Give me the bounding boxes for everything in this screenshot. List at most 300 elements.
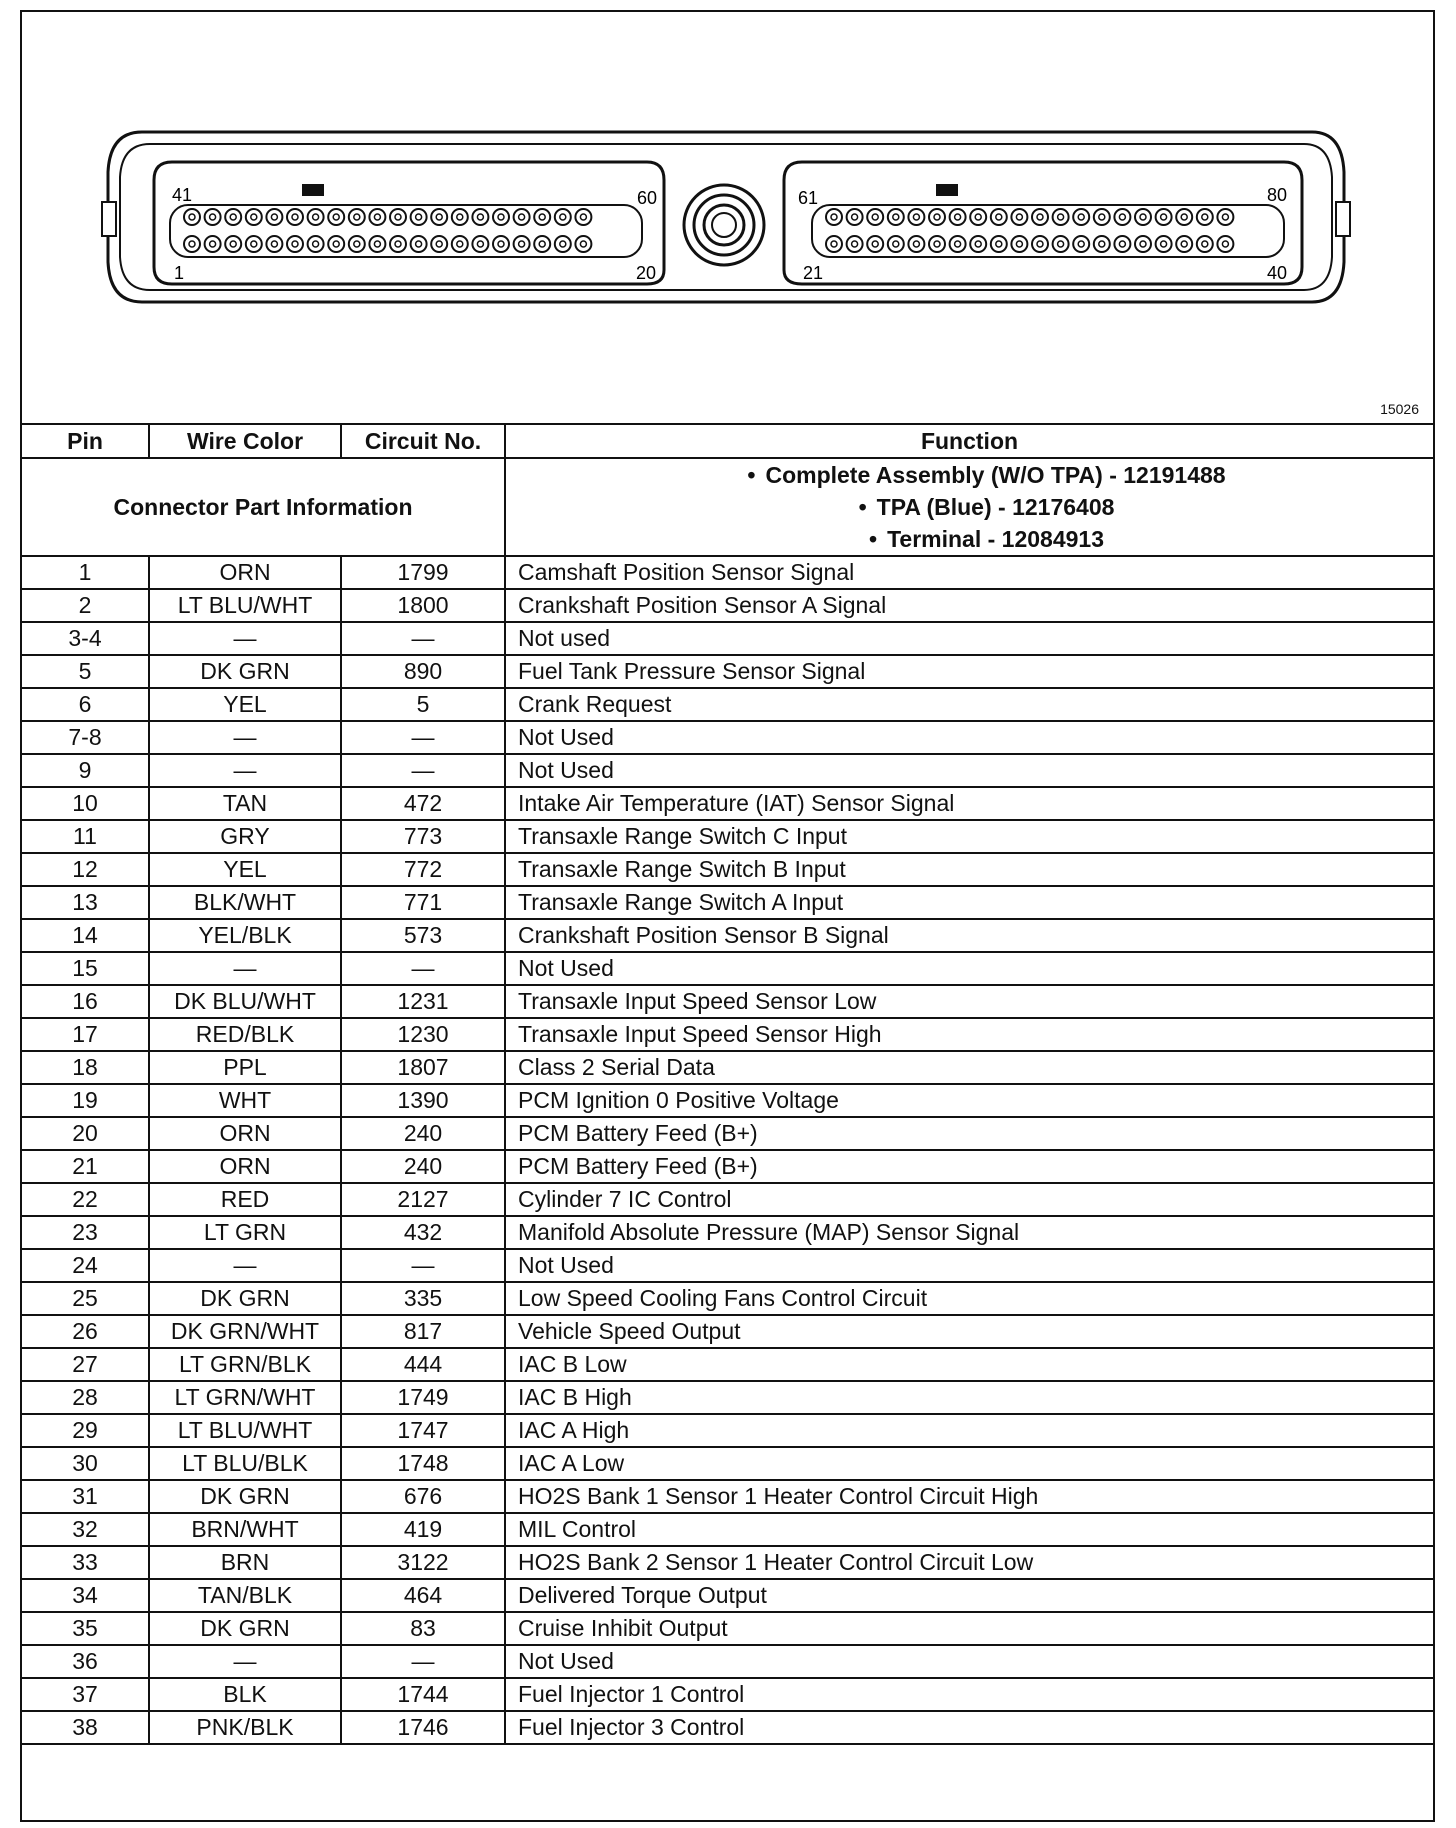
table-row: [22, 1084, 1433, 1117]
cell-function: Low Speed Cooling Fans Control Circuit: [505, 1282, 1433, 1315]
pin-cavity: [1135, 236, 1151, 252]
cell-wire-color: ORN: [149, 556, 341, 589]
cell-wire-color: BRN/WHT: [149, 1513, 341, 1546]
pin-terminal: [374, 241, 380, 247]
cell-pin: 28: [22, 1381, 149, 1414]
pin-terminal: [477, 214, 483, 220]
cell-pin: 12: [22, 853, 149, 886]
pin-cavity: [1032, 236, 1048, 252]
pin-terminal: [1119, 214, 1125, 220]
pin-cavity: [1197, 236, 1213, 252]
pin-cavity: [493, 209, 509, 225]
cell-function: Not Used: [505, 1249, 1433, 1282]
cell-pin: 23: [22, 1216, 149, 1249]
pin-cavity: [575, 209, 591, 225]
pin-terminal: [292, 214, 298, 220]
pin-cavity: [1176, 209, 1192, 225]
pin-cavity: [308, 209, 324, 225]
pin-cavity: [431, 209, 447, 225]
cell-pin: 20: [22, 1117, 149, 1150]
cell-pin: 35: [22, 1612, 149, 1645]
pin-terminal: [1222, 241, 1228, 247]
cell-pin: 10: [22, 787, 149, 820]
pin-cavity: [1156, 236, 1172, 252]
pin-cavity: [225, 209, 241, 225]
pin-terminal: [539, 214, 545, 220]
cell-pin: 3-4: [22, 622, 149, 655]
cell-circuit-no: 773: [341, 820, 505, 853]
pin-terminal: [374, 214, 380, 220]
cell-wire-color: DK GRN: [149, 1282, 341, 1315]
pinout-table: [22, 423, 1433, 1745]
pin-cavity: [867, 236, 883, 252]
pin-terminal: [1016, 214, 1022, 220]
table-row: [22, 919, 1433, 952]
pin-grid-left: [184, 209, 591, 252]
pin-cavity: [266, 236, 282, 252]
cell-pin: 1: [22, 556, 149, 589]
cell-circuit-no: 1800: [341, 589, 505, 622]
cell-pin: 25: [22, 1282, 149, 1315]
connector-diagram: [22, 12, 1433, 423]
pin-cavity: [908, 209, 924, 225]
table-row: [22, 1678, 1433, 1711]
pin-terminal: [852, 241, 858, 247]
pin-cavity: [390, 209, 406, 225]
pin-terminal: [1181, 214, 1187, 220]
pin-cavity: [452, 209, 468, 225]
table-row: [22, 1282, 1433, 1315]
cell-circuit-no: 335: [341, 1282, 505, 1315]
pin-terminal: [519, 214, 525, 220]
label-pin-61: 61: [798, 188, 819, 208]
pin-terminal: [457, 241, 463, 247]
cell-circuit-no: 432: [341, 1216, 505, 1249]
cell-pin: 26: [22, 1315, 149, 1348]
cell-circuit-no: —: [341, 754, 505, 787]
table-row: [22, 721, 1433, 754]
cell-function: Camshaft Position Sensor Signal: [505, 556, 1433, 589]
cell-wire-color: —: [149, 1249, 341, 1282]
header-pin: Pin: [22, 424, 149, 458]
latch-left: [102, 202, 116, 236]
cell-pin: 9: [22, 754, 149, 787]
pin-cavity: [514, 236, 530, 252]
pin-cavity: [184, 209, 200, 225]
cell-pin: 27: [22, 1348, 149, 1381]
cell-circuit-no: 83: [341, 1612, 505, 1645]
pin-cavity: [847, 209, 863, 225]
pin-terminal: [893, 241, 899, 247]
table-row: [22, 1018, 1433, 1051]
cell-circuit-no: 772: [341, 853, 505, 886]
cell-pin: 32: [22, 1513, 149, 1546]
cell-wire-color: TAN: [149, 787, 341, 820]
pin-terminal: [395, 241, 401, 247]
pin-cavity: [1094, 209, 1110, 225]
table-row: [22, 1579, 1433, 1612]
cell-pin: 29: [22, 1414, 149, 1447]
pin-terminal: [519, 241, 525, 247]
cell-wire-color: LT GRN: [149, 1216, 341, 1249]
label-pin-21: 21: [803, 263, 824, 283]
connector-info-item: • Terminal - 12084913: [540, 523, 1433, 555]
pin-cavity: [308, 236, 324, 252]
table-row: [22, 820, 1433, 853]
connector-info-item: • Complete Assembly (W/O TPA) - 12191488: [540, 459, 1433, 491]
cell-function: HO2S Bank 2 Sensor 1 Heater Control Circuit Low: [505, 1546, 1433, 1579]
latch-right: [1336, 202, 1350, 236]
pin-terminal: [498, 241, 504, 247]
pin-grid-right: [826, 209, 1233, 252]
cell-function: Transaxle Input Speed Sensor Low: [505, 985, 1433, 1018]
table-row: [22, 589, 1433, 622]
header-wire-color: Wire Color: [149, 424, 341, 458]
pin-terminal: [354, 241, 360, 247]
pin-terminal: [560, 241, 566, 247]
pin-terminal: [955, 214, 961, 220]
pin-terminal: [975, 241, 981, 247]
pin-terminal: [852, 214, 858, 220]
cell-wire-color: GRY: [149, 820, 341, 853]
pin-cavity: [888, 236, 904, 252]
cell-circuit-no: 1799: [341, 556, 505, 589]
cell-pin: 30: [22, 1447, 149, 1480]
cell-circuit-no: 464: [341, 1579, 505, 1612]
pin-terminal: [251, 214, 257, 220]
cell-circuit-no: 1390: [341, 1084, 505, 1117]
pin-cavity: [328, 209, 344, 225]
cell-function: Transaxle Range Switch B Input: [505, 853, 1433, 886]
pin-cavity: [1032, 209, 1048, 225]
pin-terminal: [477, 241, 483, 247]
cell-circuit-no: 1230: [341, 1018, 505, 1051]
pin-terminal: [189, 241, 195, 247]
connector-figure: [22, 12, 1433, 425]
pin-cavity: [1114, 209, 1130, 225]
cell-function: PCM Battery Feed (B+): [505, 1150, 1433, 1183]
pin-terminal: [230, 214, 236, 220]
pin-cavity: [287, 209, 303, 225]
pin-cavity: [1094, 236, 1110, 252]
table-row: [22, 622, 1433, 655]
pin-terminal: [1140, 241, 1146, 247]
pin-terminal: [436, 241, 442, 247]
pin-cavity: [1053, 209, 1069, 225]
cell-circuit-no: —: [341, 1249, 505, 1282]
pin-cavity: [575, 236, 591, 252]
cell-circuit-no: —: [341, 721, 505, 754]
cell-wire-color: TAN/BLK: [149, 1579, 341, 1612]
pin-terminal: [333, 241, 339, 247]
cell-pin: 22: [22, 1183, 149, 1216]
pin-terminal: [271, 214, 277, 220]
table-row: [22, 1711, 1433, 1744]
pin-terminal: [354, 214, 360, 220]
cell-circuit-no: —: [341, 1645, 505, 1678]
pin-cavity: [205, 236, 221, 252]
pin-terminal: [436, 214, 442, 220]
cell-function: HO2S Bank 1 Sensor 1 Heater Control Circuit High: [505, 1480, 1433, 1513]
cell-wire-color: PPL: [149, 1051, 341, 1084]
cell-wire-color: WHT: [149, 1084, 341, 1117]
cell-pin: 5: [22, 655, 149, 688]
pin-terminal: [831, 214, 837, 220]
table-row: [22, 787, 1433, 820]
cell-function: Manifold Absolute Pressure (MAP) Sensor Signal: [505, 1216, 1433, 1249]
pin-terminal: [975, 214, 981, 220]
connector-info-row: [22, 458, 1433, 556]
cell-circuit-no: —: [341, 952, 505, 985]
cell-pin: 21: [22, 1150, 149, 1183]
pin-cavity: [929, 236, 945, 252]
pin-terminal: [313, 241, 319, 247]
center-bolt-inner: [704, 205, 744, 245]
pin-terminal: [580, 214, 586, 220]
pin-cavity: [369, 209, 385, 225]
pin-cavity: [1156, 209, 1172, 225]
table-row: [22, 1051, 1433, 1084]
pin-terminal: [1058, 214, 1064, 220]
cell-pin: 17: [22, 1018, 149, 1051]
cell-function: IAC A Low: [505, 1447, 1433, 1480]
cell-wire-color: YEL: [149, 688, 341, 721]
pin-cavity: [991, 236, 1007, 252]
cell-function: Delivered Torque Output: [505, 1579, 1433, 1612]
pin-terminal: [210, 214, 216, 220]
cell-pin: 2: [22, 589, 149, 622]
pin-terminal: [872, 241, 878, 247]
connector-housing-outer: [108, 132, 1344, 302]
cell-wire-color: LT BLU/WHT: [149, 589, 341, 622]
pin-cavity: [929, 209, 945, 225]
cell-circuit-no: 1744: [341, 1678, 505, 1711]
pin-terminal: [539, 241, 545, 247]
cell-function: Fuel Tank Pressure Sensor Signal: [505, 655, 1433, 688]
cell-wire-color: BLK/WHT: [149, 886, 341, 919]
header-circuit-no: Circuit No.: [341, 424, 505, 458]
pin-terminal: [1037, 241, 1043, 247]
cell-wire-color: LT GRN/BLK: [149, 1348, 341, 1381]
cell-wire-color: LT BLU/WHT: [149, 1414, 341, 1447]
cell-pin: 38: [22, 1711, 149, 1744]
cell-wire-color: ORN: [149, 1150, 341, 1183]
cell-wire-color: YEL: [149, 853, 341, 886]
cell-pin: 18: [22, 1051, 149, 1084]
pin-cavity: [205, 209, 221, 225]
cell-circuit-no: 771: [341, 886, 505, 919]
pin-terminal: [1222, 214, 1228, 220]
pin-terminal: [913, 241, 919, 247]
pin-cavity: [431, 236, 447, 252]
cell-circuit-no: 1807: [341, 1051, 505, 1084]
cell-pin: 19: [22, 1084, 149, 1117]
cell-circuit-no: 1746: [341, 1711, 505, 1744]
cell-function: IAC A High: [505, 1414, 1433, 1447]
pin-cavity: [369, 236, 385, 252]
table-row: [22, 1480, 1433, 1513]
pin-terminal: [580, 241, 586, 247]
pin-terminal: [189, 214, 195, 220]
pin-terminal: [292, 241, 298, 247]
table-row: [22, 1612, 1433, 1645]
cell-pin: 15: [22, 952, 149, 985]
table-row: [22, 1447, 1433, 1480]
pin-terminal: [1099, 214, 1105, 220]
cell-circuit-no: 240: [341, 1150, 505, 1183]
cell-wire-color: DK GRN: [149, 1480, 341, 1513]
label-pin-60: 60: [637, 188, 658, 208]
pin-terminal: [1016, 241, 1022, 247]
pin-terminal: [1078, 214, 1084, 220]
table-row: [22, 1249, 1433, 1282]
pin-cavity: [411, 209, 427, 225]
pin-cavity: [452, 236, 468, 252]
cell-pin: 16: [22, 985, 149, 1018]
label-pin-41: 41: [172, 185, 193, 205]
cell-function: Fuel Injector 3 Control: [505, 1711, 1433, 1744]
cell-function: Crank Request: [505, 688, 1433, 721]
cell-circuit-no: 1749: [341, 1381, 505, 1414]
cell-function: Transaxle Input Speed Sensor High: [505, 1018, 1433, 1051]
cell-pin: 13: [22, 886, 149, 919]
pin-cavity: [826, 236, 842, 252]
cell-pin: 11: [22, 820, 149, 853]
cell-function: Fuel Injector 1 Control: [505, 1678, 1433, 1711]
table-row: [22, 985, 1433, 1018]
cell-pin: 6: [22, 688, 149, 721]
cell-wire-color: RED: [149, 1183, 341, 1216]
table-row: [22, 1216, 1433, 1249]
pin-cavity: [266, 209, 282, 225]
cell-function: Not Used: [505, 721, 1433, 754]
pin-cavity: [1135, 209, 1151, 225]
pin-cavity: [493, 236, 509, 252]
cell-function: Class 2 Serial Data: [505, 1051, 1433, 1084]
pin-terminal: [1037, 214, 1043, 220]
pin-terminal: [210, 241, 216, 247]
cell-function: Cylinder 7 IC Control: [505, 1183, 1433, 1216]
cell-function: MIL Control: [505, 1513, 1433, 1546]
cell-circuit-no: 3122: [341, 1546, 505, 1579]
pin-terminal: [251, 241, 257, 247]
cell-function: IAC B High: [505, 1381, 1433, 1414]
pin-cavity: [246, 236, 262, 252]
cell-function: Intake Air Temperature (IAT) Sensor Signal: [505, 787, 1433, 820]
pin-cavity: [867, 209, 883, 225]
cell-wire-color: LT BLU/BLK: [149, 1447, 341, 1480]
table-row: [22, 1645, 1433, 1678]
pin-terminal: [996, 241, 1002, 247]
pin-terminal: [1058, 241, 1064, 247]
pin-terminal: [333, 214, 339, 220]
cell-function: Vehicle Speed Output: [505, 1315, 1433, 1348]
pin-cavity: [1073, 209, 1089, 225]
pin-cavity: [390, 236, 406, 252]
pin-cavity: [534, 236, 550, 252]
connector-block-right: [784, 162, 1302, 284]
connector-info-list: [505, 458, 1433, 556]
center-bolt-core: [712, 213, 736, 237]
cell-circuit-no: 1748: [341, 1447, 505, 1480]
pin-cavity: [555, 236, 571, 252]
pin-cavity: [328, 236, 344, 252]
cell-pin: 36: [22, 1645, 149, 1678]
cell-circuit-no: 1231: [341, 985, 505, 1018]
pin-terminal: [1099, 241, 1105, 247]
header-function: Function: [505, 424, 1433, 458]
cell-circuit-no: 472: [341, 787, 505, 820]
pin-cavity: [411, 236, 427, 252]
cell-wire-color: BLK: [149, 1678, 341, 1711]
table-row: [22, 754, 1433, 787]
pin-terminal: [934, 241, 940, 247]
pin-terminal: [913, 214, 919, 220]
cell-pin: 31: [22, 1480, 149, 1513]
pin-terminal: [416, 214, 422, 220]
table-row: [22, 1348, 1433, 1381]
pin-cavity: [1217, 236, 1233, 252]
cell-function: Not Used: [505, 754, 1433, 787]
table-body: [22, 556, 1433, 1744]
pin-cavity: [888, 209, 904, 225]
table-row: [22, 655, 1433, 688]
pin-terminal: [1161, 214, 1167, 220]
cell-wire-color: ORN: [149, 1117, 341, 1150]
pin-cavity: [472, 236, 488, 252]
table-header-row: [22, 424, 1433, 458]
pin-cavity: [472, 209, 488, 225]
pin-cavity: [970, 236, 986, 252]
cell-circuit-no: 676: [341, 1480, 505, 1513]
pin-cavity: [970, 209, 986, 225]
pin-cavity: [908, 236, 924, 252]
pin-terminal: [831, 241, 837, 247]
pin-cavity: [826, 209, 842, 225]
pin-cavity: [349, 209, 365, 225]
pin-terminal: [1202, 214, 1208, 220]
pin-terminal: [1161, 241, 1167, 247]
cell-circuit-no: 444: [341, 1348, 505, 1381]
cell-pin: 24: [22, 1249, 149, 1282]
pin-terminal: [313, 214, 319, 220]
pin-cavity: [287, 236, 303, 252]
cell-wire-color: —: [149, 721, 341, 754]
pin-terminal: [1202, 241, 1208, 247]
cell-wire-color: —: [149, 952, 341, 985]
cell-function: IAC B Low: [505, 1348, 1433, 1381]
pin-cavity: [1053, 236, 1069, 252]
cell-wire-color: —: [149, 1645, 341, 1678]
cell-function: Transaxle Range Switch C Input: [505, 820, 1433, 853]
connector-info-title: Connector Part Information: [22, 458, 505, 556]
pin-terminal: [1140, 214, 1146, 220]
pin-terminal: [955, 241, 961, 247]
connector-info-item: • TPA (Blue) - 12176408: [540, 491, 1433, 523]
table-row: [22, 1150, 1433, 1183]
cell-wire-color: LT GRN/WHT: [149, 1381, 341, 1414]
cell-pin: 37: [22, 1678, 149, 1711]
cell-wire-color: —: [149, 754, 341, 787]
table-row: [22, 1315, 1433, 1348]
cell-function: Crankshaft Position Sensor B Signal: [505, 919, 1433, 952]
pin-terminal: [934, 214, 940, 220]
pin-terminal: [230, 241, 236, 247]
pin-cavity: [555, 209, 571, 225]
document-sheet: [20, 10, 1435, 1822]
pin-cavity: [514, 209, 530, 225]
cell-circuit-no: 573: [341, 919, 505, 952]
